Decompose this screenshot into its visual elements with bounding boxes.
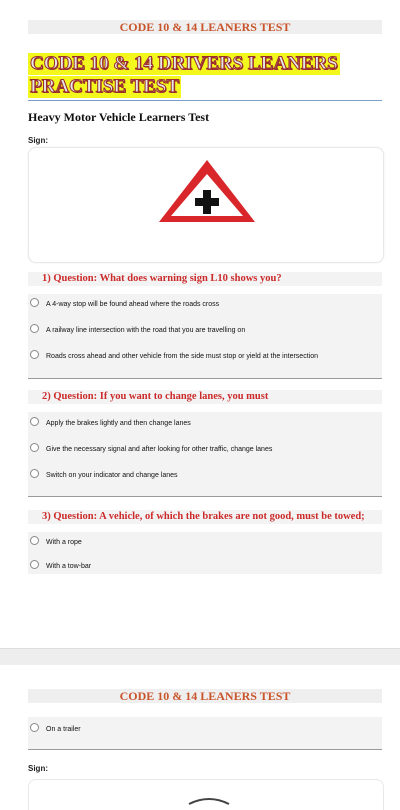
q2-option-2[interactable] — [28, 443, 382, 459]
main-title — [28, 50, 382, 101]
question-2-number: 2) — [42, 391, 51, 402]
q1-option-3-radio[interactable] — [30, 350, 39, 359]
q2-option-3[interactable] — [28, 469, 382, 485]
crossroads-warning-sign-icon — [155, 156, 259, 226]
sign-image-box — [28, 147, 384, 263]
page-header: CODE 10 & 14 LEANERS TEST — [28, 20, 382, 34]
q1-option-2-radio[interactable] — [30, 324, 39, 333]
subtitle: Heavy Motor Vehicle Learners Test — [28, 110, 210, 124]
document-page-2 — [0, 665, 400, 800]
q1-option-2-label: A railway line intersection with the road that you are travelling on — [46, 327, 246, 334]
q2-option-3-label: Switch on your indicator and change lanes — [46, 472, 178, 479]
question-3-number: 3) — [42, 511, 51, 522]
q1-option-1-label: A 4-way stop will be found ahead where the roads cross — [46, 301, 220, 308]
q3-option-2-label: With a tow-bar — [46, 563, 92, 570]
q3-option-2[interactable] — [28, 560, 382, 576]
q1-option-3-label: Roads cross ahead and other vehicle from the side must stop or yield at the intersection — [46, 353, 318, 360]
q2-option-2-label: Give the necessary signal and after looking for other traffic, change lanes — [46, 446, 273, 453]
question-3-text: Question: A vehicle, of which the brakes are not good, must be towed; — [53, 511, 365, 522]
q2-option-1-label: Apply the brakes lightly and then change lanes — [46, 420, 191, 427]
question-3-options-part-1 — [28, 532, 382, 574]
q3-option-1-radio[interactable] — [30, 536, 39, 545]
question-3-options-part-2 — [28, 717, 382, 750]
question-2-options — [28, 412, 382, 497]
q1-option-2[interactable] — [28, 324, 382, 340]
q1-option-1-radio[interactable] — [30, 298, 39, 307]
q3-option-1-label: With a rope — [46, 539, 82, 546]
page-2-header: CODE 10 & 14 LEANERS TEST — [28, 689, 382, 703]
page-break — [0, 648, 400, 666]
page-2-sign-icon — [159, 792, 259, 810]
main-title-line-2: PRACTISE TEST — [30, 76, 180, 97]
q3-option-3-label: On a trailer — [46, 726, 81, 733]
question-2 — [28, 390, 382, 404]
sign-label: Sign: — [28, 136, 48, 145]
q3-option-1[interactable] — [28, 536, 382, 552]
question-1-number: 1) — [42, 273, 51, 284]
q2-option-1[interactable] — [28, 417, 382, 433]
q1-option-3[interactable] — [28, 350, 382, 366]
q3-option-3[interactable] — [28, 723, 382, 739]
q1-option-1[interactable] — [28, 298, 382, 314]
q2-option-3-radio[interactable] — [30, 469, 39, 478]
question-3 — [28, 510, 382, 524]
main-title-line-1: CODE 10 & 14 DRIVERS LEANERS — [30, 53, 338, 74]
page-2-sign-label: Sign: — [28, 764, 48, 773]
q2-option-2-radio[interactable] — [30, 443, 39, 452]
page-2-sign-image-box — [28, 779, 384, 810]
question-1 — [28, 272, 382, 286]
q3-option-2-radio[interactable] — [30, 560, 39, 569]
q3-option-3-radio[interactable] — [30, 723, 39, 732]
question-2-text: Question: If you want to change lanes, you must — [53, 391, 269, 402]
question-1-options — [28, 294, 382, 379]
question-1-text: Question: What does warning sign L10 shows you? — [53, 273, 282, 284]
q2-option-1-radio[interactable] — [30, 417, 39, 426]
